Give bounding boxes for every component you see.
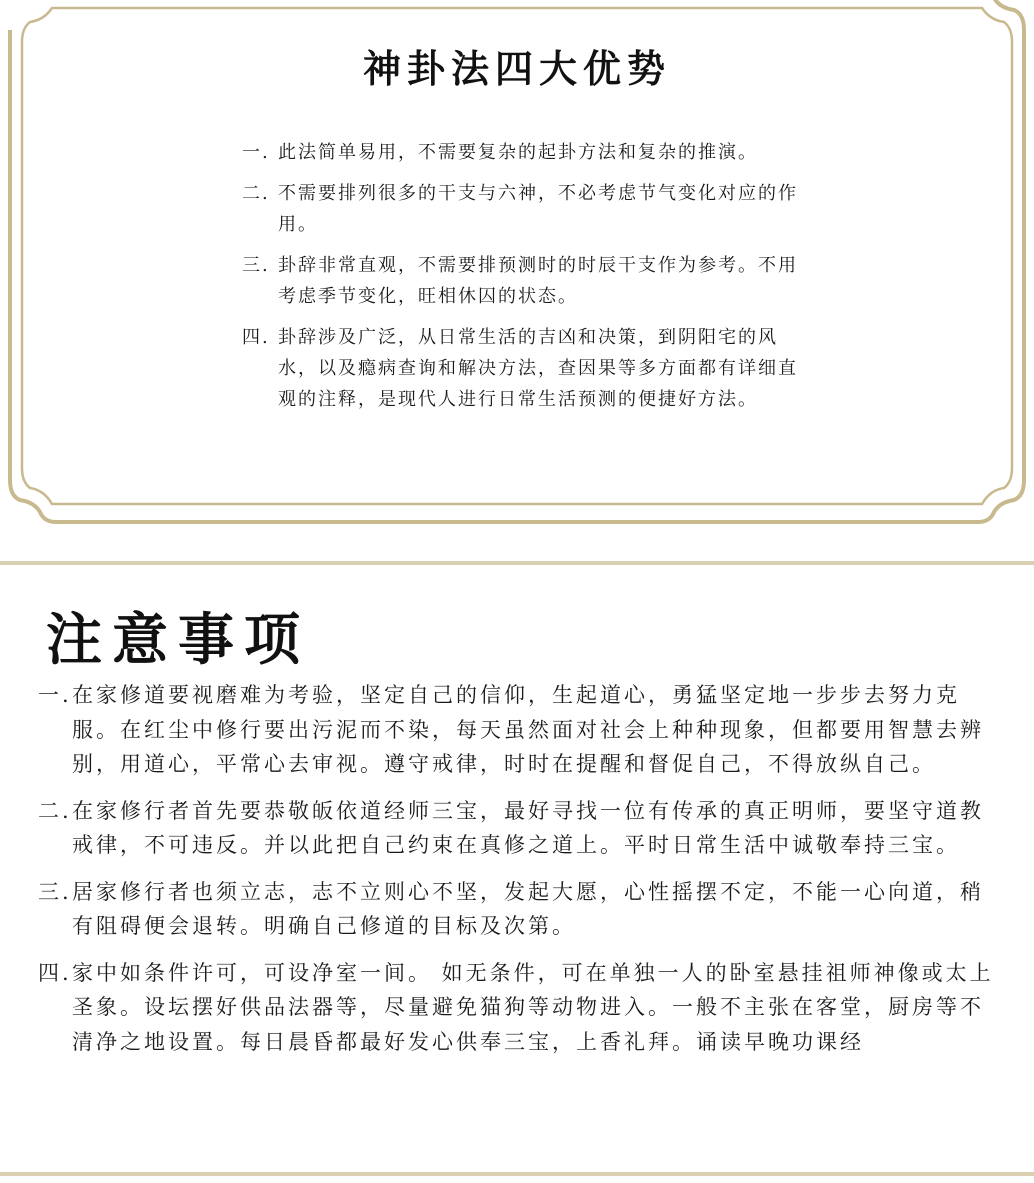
section-divider bbox=[0, 561, 1034, 565]
item-number: 三. bbox=[242, 255, 270, 276]
notes-title: 注意事项 bbox=[46, 607, 310, 673]
item-number: 四. bbox=[242, 327, 270, 348]
notes-list bbox=[38, 678, 1000, 1071]
item-text: 卦辞非常直观，不需要排预测时的时辰干支作为参考。不用考虑季节变化，旺相休囚的状态。 bbox=[278, 255, 798, 307]
list-item bbox=[242, 178, 802, 240]
item-number: 一. bbox=[38, 683, 72, 707]
list-item bbox=[38, 794, 1000, 863]
item-number: 二. bbox=[38, 798, 72, 823]
advantages-list bbox=[242, 137, 802, 425]
item-text: 在家修行者首先要恭敬皈依道经师三宝，最好寻找一位有传承的真正明师，要坚守道教戒律，不可违反。并以此把自己约束在真修之道上。平时日常生活中诚敬奉持三宝。 bbox=[72, 798, 984, 857]
list-item bbox=[38, 956, 1000, 1060]
item-text: 不需要排列很多的干支与六神，不必考虑节气变化对应的作用。 bbox=[278, 183, 798, 235]
advantages-title: 神卦法四大优势 bbox=[362, 46, 671, 91]
item-number: 一. bbox=[242, 142, 270, 163]
list-item bbox=[242, 322, 802, 415]
list-item bbox=[242, 250, 802, 312]
item-text: 家中如条件许可，可设净室一间。 如无条件，可在单独一人的卧室悬挂祖师神像或太上圣象。设坛摆好供品法器等，尽量避免猫狗等动物进入。一般不主张在客堂，厨房等不清净之地设置。每日晨昏都最好发心供奉三宝，上香礼拜。诵读早晚功课经 bbox=[72, 960, 994, 1054]
item-text: 居家修行者也须立志，志不立则心不坚，发起大愿，心性摇摆不定，不能一心向道，稍有阻碍便会退转。明确自己修道的目标及次第。 bbox=[72, 879, 984, 938]
item-number: 三. bbox=[38, 879, 72, 904]
list-item bbox=[38, 678, 1000, 782]
bottom-divider bbox=[0, 1172, 1034, 1176]
item-text: 此法简单易用，不需要复杂的起卦方法和复杂的推演。 bbox=[278, 142, 758, 163]
item-number: 四. bbox=[38, 960, 72, 985]
item-text: 在家修道要视磨难为考验，坚定自己的信仰，生起道心，勇猛坚定地一步步去努力克服。在红尘中修行要出污泥而不染，每天虽然面对社会上种种现象，但都要用智慧去辨别，用道心，平常心去审视。遵守戒律，时时在提醒和督促自己，不得放纵自己。 bbox=[72, 683, 984, 776]
item-number: 二. bbox=[242, 183, 270, 204]
list-item bbox=[242, 137, 802, 168]
list-item bbox=[38, 875, 1000, 944]
item-text: 卦辞涉及广泛，从日常生活的吉凶和决策，到阴阳宅的风水，以及瘾病查询和解决方法，查因果等多方面都有详细直观的注释，是现代人进行日常生活预测的便捷好方法。 bbox=[278, 327, 798, 410]
